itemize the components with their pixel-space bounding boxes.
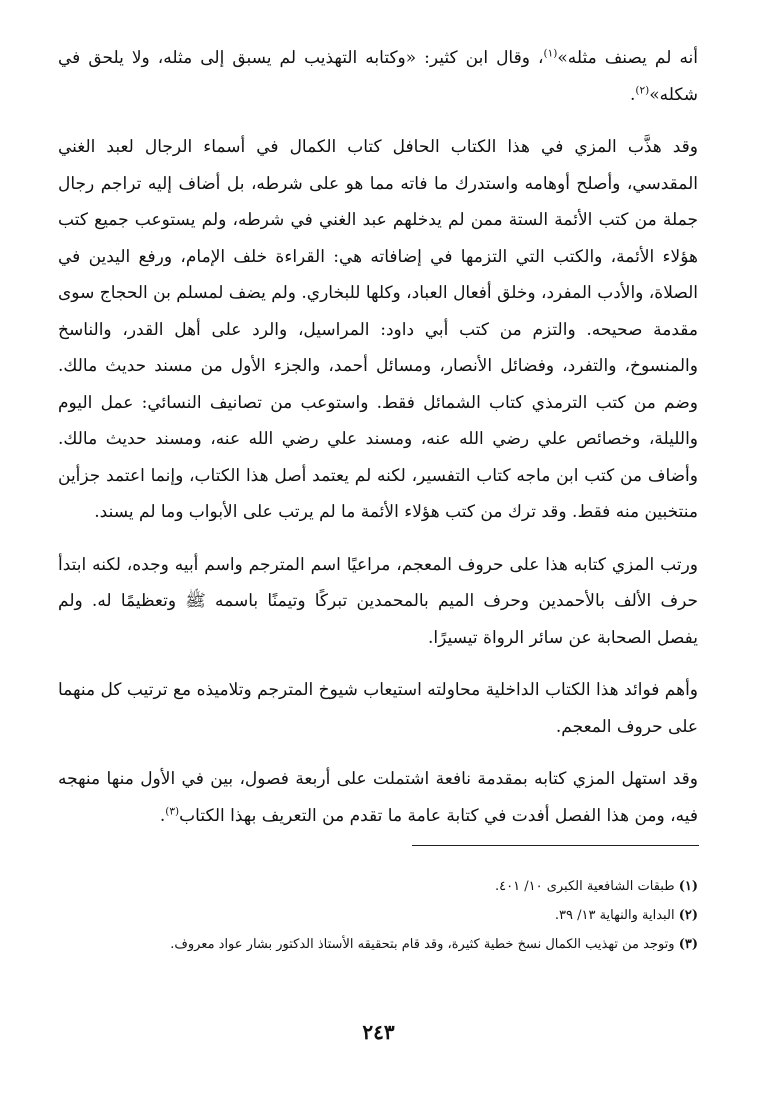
main-text	[58, 40, 698, 834]
footnote-number: (٣)	[678, 937, 698, 952]
footnote-3	[58, 930, 698, 959]
text-run: ورتب المزي كتابه هذا على حروف المعجم، مراعيًا اسم المترجم واسم أبيه وجده، لكنه ابتدأ حرف الألف بالأحمدين وحرف الميم بالمحمدين تبركًا وتيمنًا باسمه ﷺ وتعظيمًا له. ولم يفصل الصحابة عن سائر الرواة تيسيرًا.	[58, 554, 698, 648]
footnote-ref[interactable]: (٢)	[635, 83, 650, 96]
footnote-text: البداية والنهاية ١٣/ ٣٩.	[554, 908, 675, 923]
paragraph-1	[58, 40, 698, 113]
text-run: أنه لم يصنف مثله»	[557, 48, 699, 68]
paragraph-5	[58, 761, 698, 834]
paragraph-2	[58, 129, 698, 531]
text-run: .	[629, 84, 636, 105]
footnotes	[58, 872, 698, 959]
text-run: وقد استهل المزي كتابه بمقدمة نافعة اشتملت على أربعة فصول، بين في الأول منها منهجه فيه، ومن هذا الفصل أفدت في كتابة عامة ما تقدم من التعريف بهذا الكتاب	[58, 769, 698, 826]
page-number: ٢٤٣	[362, 1020, 395, 1044]
footnote-divider	[412, 845, 699, 846]
footnote-ref[interactable]: (١)	[543, 47, 558, 60]
paragraph-4	[58, 672, 698, 745]
footnote-1	[58, 872, 698, 901]
text-run: .	[159, 805, 166, 826]
paragraph-3	[58, 547, 698, 657]
text-run: وقد هذَّب المزي في هذا الكتاب الحافل كتاب الكمال في أسماء الرجال لعبد الغني المقدسي، وأصلح أوهامه واستدرك ما فاته مما هو على شرطه، بل أضاف إليه تراجم رجال جملة من كتب الأئمة الستة ممن لم يدخلهم عبد الغني في شرطه، ولم يستوعب جميع كتب هؤلاء الأئمة، والكتب التي التزمها في إضافاته هي: القراءة خلف الإمام، ورفع اليدين في الصلاة، والأدب المفرد، وخلق أفعال العباد، وكلها للبخاري. ولم يضف لمسلم بن الحجاج سوى مقدمة صحيحه. والتزم من كتب أبي داود: المراسيل، والرد على أهل القدر، والناسخ والمنسوخ، والتفرد، وفضائل الأنصار، ومسائل أحمد، والجزء الأول من مسند حديث مالك. وضم من كتب الترمذي كتاب الشمائل فقط. واستوعب من تصانيف النسائي: عمل اليوم والليلة، وخصائص علي رضي الله عنه، ومسند علي رضي الله عنه، ومسند حديث مالك. وأضاف من كتب ابن ماجه كتاب التفسير، لكنه لم يعتمد أصل هذا الكتاب، وإنما اعتمد جزأين منتخبين منه فقط. وقد ترك من كتب هؤلاء الأئمة ما لم يرتب على الأبواب وما لم يسند.	[58, 137, 698, 522]
text-run: ، وقال ابن كثير: «وكتابه التهذيب لم يسبق إلى مثله، ولا يلحق في شكله»	[58, 48, 698, 105]
footnote-number: (١)	[678, 879, 698, 894]
footnote-number: (٢)	[678, 908, 698, 923]
footnote-ref[interactable]: (٣)	[165, 804, 180, 817]
footnote-text: وتوجد من تهذيب الكمال نسخ خطية كثيرة، وقد قام بتحقيقه الأستاذ الدكتور بشار عواد معروف.	[170, 937, 675, 952]
text-run: وأهم فوائد هذا الكتاب الداخلية محاولته استيعاب شيوخ المترجم وتلاميذه مع ترتيب كل منهما على حروف المعجم.	[58, 680, 698, 737]
footnote-text: طبقات الشافعية الكبرى ١٠/ ٤٠١.	[495, 879, 675, 894]
footnote-2	[58, 901, 698, 930]
